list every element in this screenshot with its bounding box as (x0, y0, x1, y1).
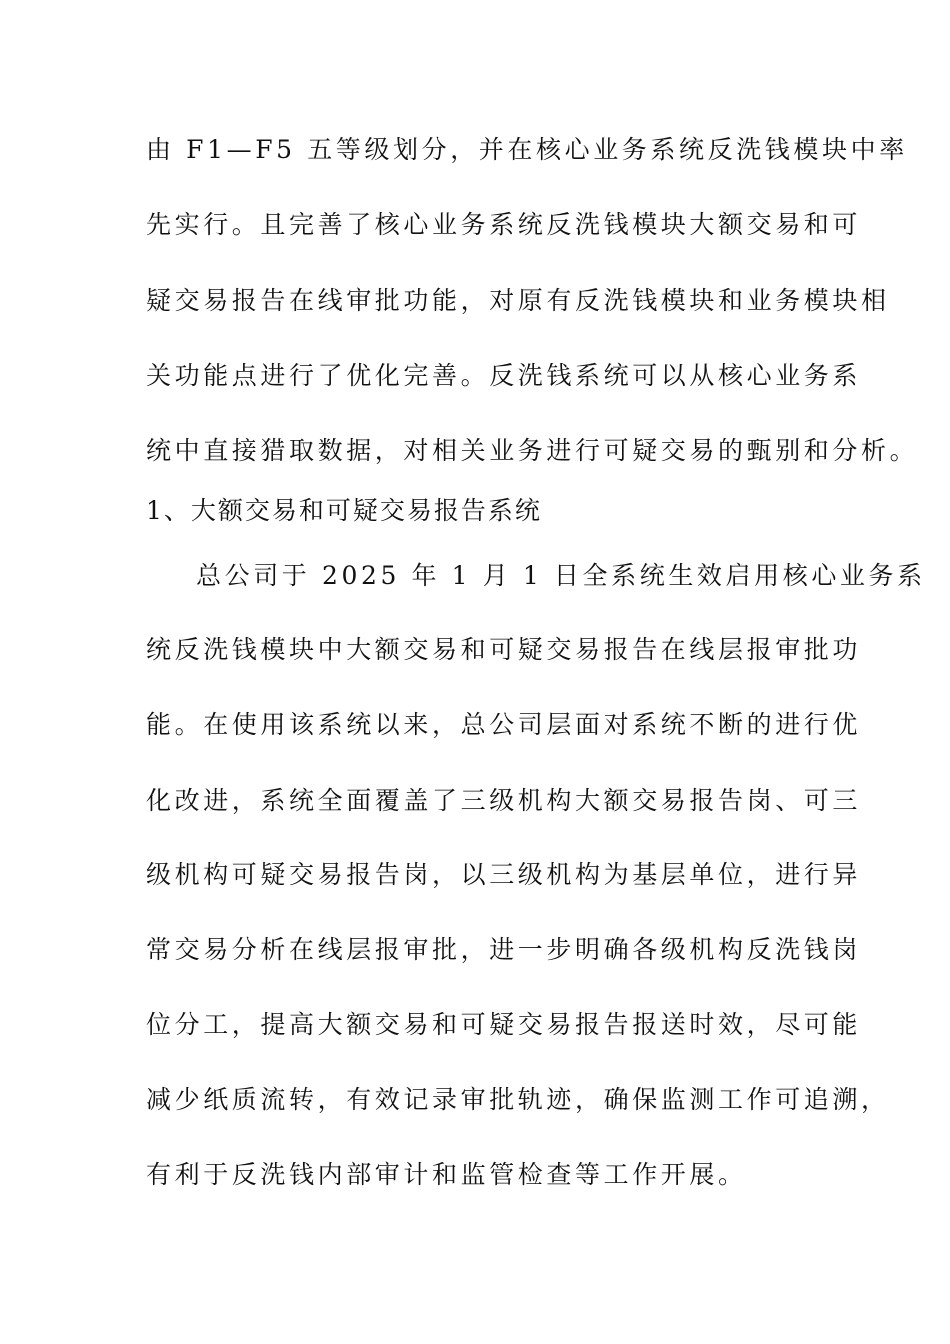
paragraph-line: 统中直接猎取数据，对相关业务进行可疑交易的甄别和分析。 (146, 436, 919, 465)
paragraph-line: 常交易分析在线层报审批，进一步明确各级机构反洗钱岗 (146, 935, 862, 964)
paragraph-line: 级机构可疑交易报告岗，以三级机构为基层单位，进行异 (146, 860, 862, 889)
paragraph-line: 关功能点进行了优化完善。反洗钱系统可以从核心业务系 (146, 361, 862, 390)
section-heading: 1、大额交易和可疑交易报告系统 (146, 496, 542, 525)
paragraph-line: 能。在使用该系统以来，总公司层面对系统不断的进行优 (146, 710, 862, 739)
paragraph-line: 疑交易报告在线审批功能，对原有反洗钱模块和业务模块相 (146, 286, 890, 315)
paragraph-line: 先实行。且完善了核心业务系统反洗钱模块大额交易和可 (146, 210, 862, 239)
paragraph-line: 总公司于 2025 年 1 月 1 日全系统生效启用核心业务系 (196, 561, 926, 590)
paragraph-line: 位分工，提高大额交易和可疑交易报告报送时效，尽可能 (146, 1010, 862, 1039)
paragraph-line: 由 F1—F5 五等级划分，并在核心业务系统反洗钱模块中率 (146, 135, 908, 164)
paragraph-line: 统反洗钱模块中大额交易和可疑交易报告在线层报审批功 (146, 635, 862, 664)
paragraph-line: 减少纸质流转，有效记录审批轨迹，确保监测工作可追溯， (146, 1085, 890, 1114)
paragraph-line: 有利于反洗钱内部审计和监管检查等工作开展。 (146, 1160, 747, 1189)
paragraph-line: 化改进，系统全面覆盖了三级机构大额交易报告岗、可三 (146, 786, 862, 815)
